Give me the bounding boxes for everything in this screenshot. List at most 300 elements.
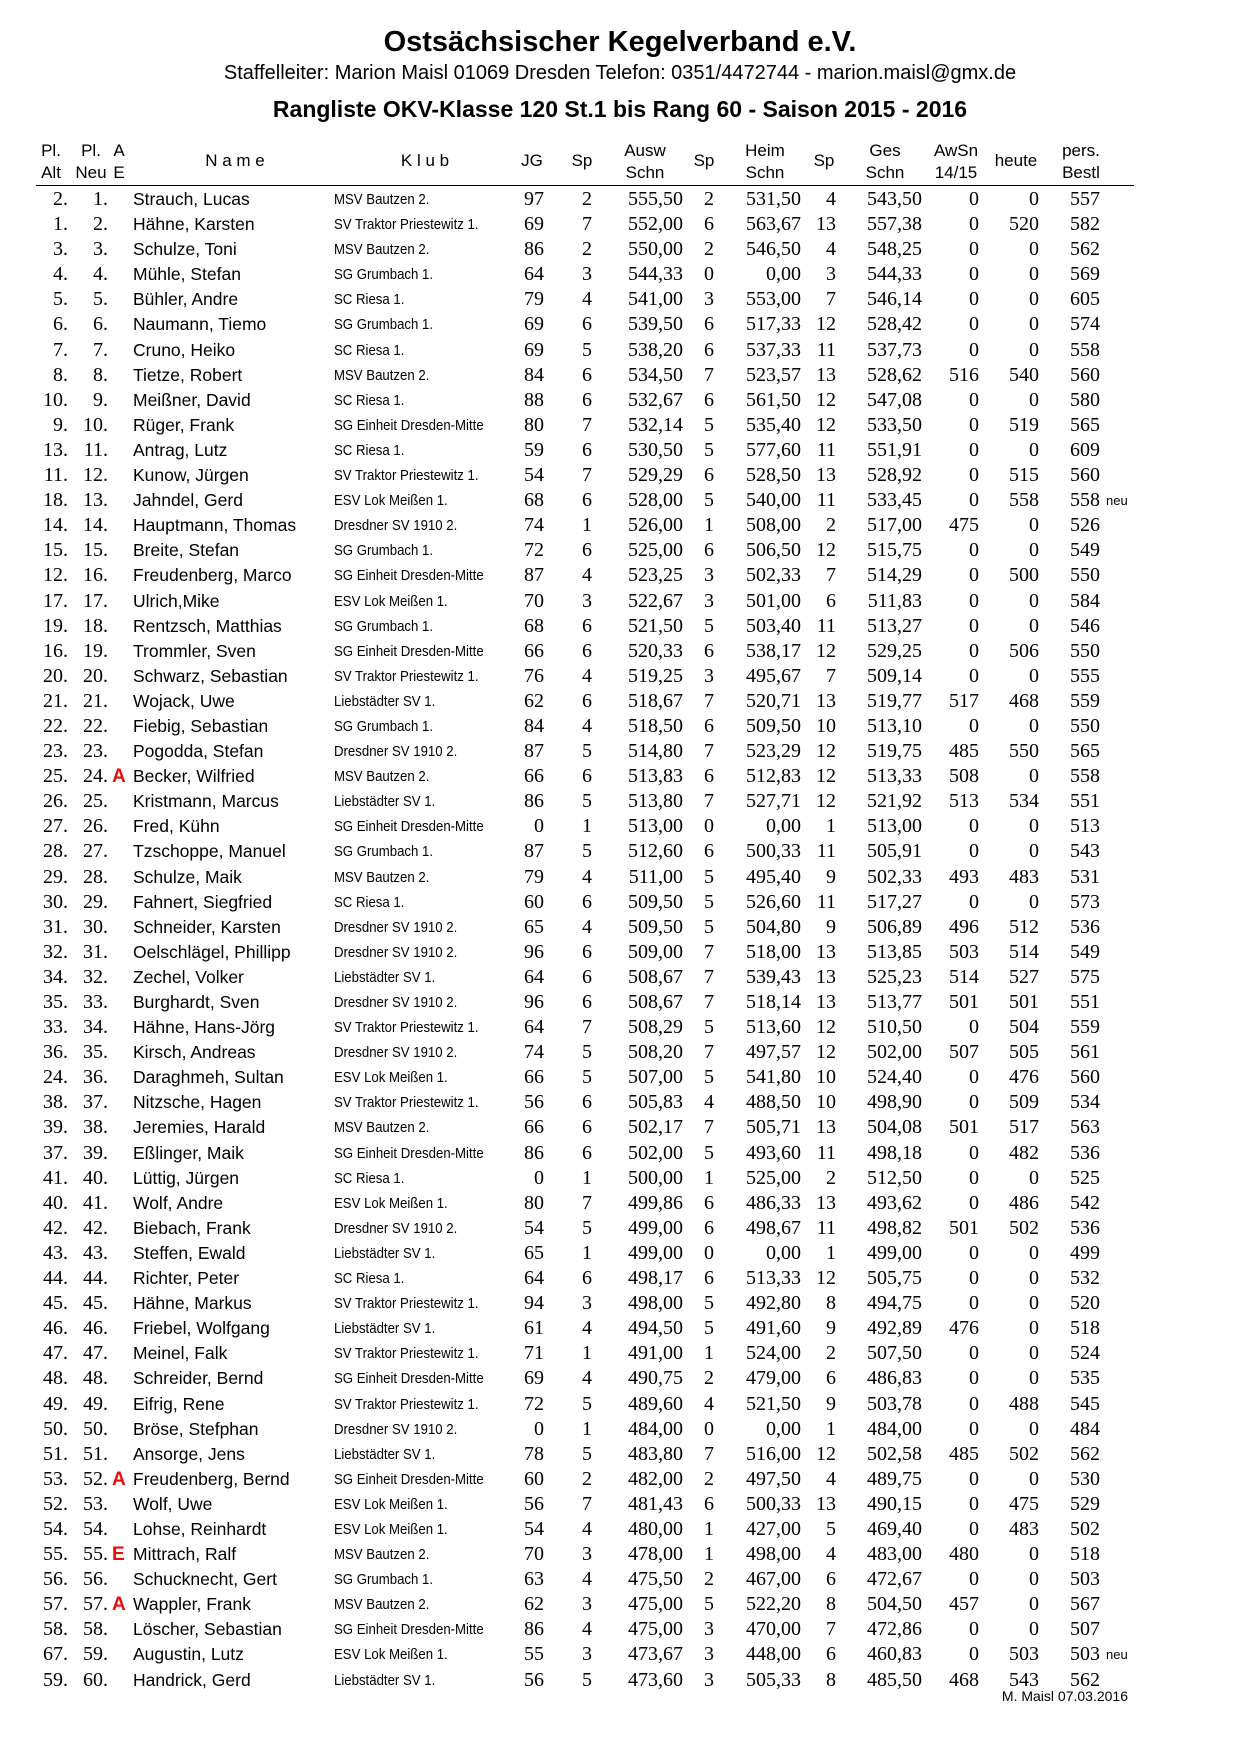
name-cell: Eßlinger, Maik	[133, 1142, 244, 1163]
awsn-cell: 508	[949, 765, 979, 788]
sp-heim-cell: 6	[704, 765, 714, 788]
table-row	[0, 1417, 1240, 1442]
sp-heim-cell: 6	[704, 840, 714, 863]
klub-cell: Dresdner SV 1910 2.	[334, 943, 458, 961]
name-cell: Wolf, Andre	[133, 1192, 224, 1213]
col-ausw-schn: Ausw Schn	[624, 141, 666, 182]
ges-schn-cell: 533,50	[867, 413, 922, 436]
sp-heim-cell: 5	[704, 865, 714, 888]
sp-heim-cell: 2	[704, 1367, 714, 1390]
sp-ausw-cell: 5	[582, 740, 592, 763]
ges-schn-cell: 502,33	[867, 865, 922, 888]
heim-schn-cell: 526,60	[746, 890, 801, 913]
sp-heim-cell: 5	[704, 915, 714, 938]
klub-cell: ESV Lok Meißen 1.	[334, 1520, 448, 1538]
pers-bestl-cell: 559	[1070, 1016, 1100, 1039]
awsn-cell: 480	[949, 1543, 979, 1566]
klub-cell: ESV Lok Meißen 1.	[334, 1495, 448, 1513]
heim-schn-cell: 518,14	[746, 991, 801, 1013]
name-cell: Richter, Peter	[133, 1268, 240, 1289]
heim-schn-cell: 546,50	[746, 238, 801, 261]
ausw-schn-cell: 508,67	[628, 965, 683, 988]
ausw-schn-cell: 499,86	[628, 1191, 683, 1214]
ausw-schn-cell: 508,20	[628, 1041, 683, 1064]
table-row	[0, 1642, 1240, 1667]
heim-schn-cell: 0,00	[766, 1417, 801, 1440]
jg-cell: 87	[524, 564, 544, 587]
name-cell: Löscher, Sebastian	[133, 1619, 282, 1640]
sp-ausw-cell: 3	[582, 1543, 592, 1566]
name-cell: Kunow, Jürgen	[133, 465, 249, 486]
heute-cell: 517	[1009, 1116, 1039, 1139]
ausw-schn-cell: 475,00	[628, 1593, 683, 1616]
sp-heim-cell: 1	[704, 1543, 714, 1566]
pl-neu-cell: 5.	[93, 288, 108, 311]
sp-ges-cell: 4	[826, 1467, 836, 1490]
sp-heim-cell: 6	[704, 313, 714, 336]
pl-alt-cell: 42.	[43, 1216, 68, 1239]
name-cell: Handrick, Gerd	[133, 1669, 251, 1690]
heute-cell: 519	[1009, 413, 1039, 436]
name-cell: Hähne, Hans-Jörg	[133, 1017, 276, 1038]
klub-cell: MSV Bautzen 2.	[334, 1119, 430, 1137]
pers-bestl-cell: 536	[1070, 1141, 1100, 1164]
ausw-schn-cell: 534,50	[628, 363, 683, 386]
pers-bestl-cell: 609	[1070, 438, 1100, 461]
heim-schn-cell: 513,60	[746, 1016, 801, 1039]
pl-alt-cell: 4.	[53, 263, 68, 286]
ges-schn-cell: 504,08	[867, 1116, 922, 1139]
ges-schn-cell: 489,75	[867, 1467, 922, 1490]
klub-cell: SC Riesa 1.	[334, 441, 405, 459]
heim-schn-cell: 497,57	[746, 1041, 801, 1064]
sp-heim-cell: 6	[704, 464, 714, 487]
name-cell: Schneider, Karsten	[133, 916, 281, 937]
jg-cell: 70	[524, 1543, 544, 1566]
heim-schn-cell: 539,43	[746, 965, 801, 988]
pl-neu-cell: 22.	[83, 714, 108, 737]
jg-cell: 66	[524, 1066, 544, 1089]
sp-heim-cell: 5	[704, 489, 714, 512]
table-row	[0, 538, 1240, 563]
pl-alt-cell: 47.	[43, 1342, 68, 1365]
klub-cell: SC Riesa 1.	[334, 291, 405, 309]
ausw-schn-cell: 555,50	[628, 188, 683, 210]
sp-heim-cell: 7	[704, 991, 714, 1013]
col-pers-bestl: pers. Bestl	[1062, 141, 1100, 182]
sp-ausw-cell: 7	[582, 413, 592, 436]
ausw-schn-cell: 498,00	[628, 1292, 683, 1315]
sp-ausw-cell: 6	[582, 1267, 592, 1290]
ausw-schn-cell: 494,50	[628, 1317, 683, 1340]
sp-heim-cell: 7	[704, 965, 714, 988]
awsn-cell: 0	[969, 1467, 979, 1490]
pers-bestl-cell: 562	[1070, 1442, 1100, 1465]
ausw-schn-cell: 480,00	[628, 1517, 683, 1540]
sp-heim-cell: 7	[704, 790, 714, 813]
pers-bestl-cell: 513	[1070, 815, 1100, 838]
sp-heim-cell: 6	[704, 714, 714, 737]
awsn-cell: 485	[949, 1442, 979, 1465]
sp-heim-cell: 3	[704, 664, 714, 687]
pl-alt-cell: 8.	[53, 363, 68, 386]
heim-schn-cell: 520,71	[746, 689, 801, 712]
col-awsn: AwSn 14/15	[933, 141, 979, 182]
jg-cell: 64	[524, 965, 544, 988]
pers-bestl-cell: 526	[1070, 514, 1100, 537]
pl-alt-cell: 11.	[43, 464, 68, 487]
name-cell: Freudenberg, Bernd	[133, 1468, 290, 1489]
awsn-cell: 0	[969, 263, 979, 286]
table-row	[0, 739, 1240, 764]
sp-ges-cell: 12	[816, 1442, 836, 1465]
sp-heim-cell: 6	[704, 1191, 714, 1214]
heute-cell: 512	[1009, 915, 1039, 938]
jg-cell: 74	[524, 514, 544, 537]
pers-bestl-cell: 580	[1070, 388, 1100, 411]
ausw-schn-cell: 511,00	[628, 865, 683, 888]
sp-heim-cell: 7	[704, 1442, 714, 1465]
pl-alt-cell: 51.	[43, 1442, 68, 1465]
sp-ausw-cell: 4	[582, 1317, 592, 1340]
jg-cell: 78	[524, 1442, 544, 1465]
heim-schn-cell: 506,50	[746, 539, 801, 562]
pers-bestl-cell: 530	[1070, 1467, 1100, 1490]
ausw-schn-cell: 518,50	[628, 714, 683, 737]
heim-schn-cell: 501,00	[746, 589, 801, 612]
klub-cell: Liebstädter SV 1.	[334, 1244, 436, 1262]
klub-cell: MSV Bautzen 2.	[334, 191, 430, 208]
heim-schn-cell: 495,67	[746, 664, 801, 687]
jg-cell: 94	[524, 1292, 544, 1315]
sp-heim-cell: 3	[704, 1668, 714, 1691]
ausw-schn-cell: 513,80	[628, 790, 683, 813]
jg-cell: 69	[524, 338, 544, 361]
jg-cell: 62	[524, 689, 544, 712]
heute-cell: 483	[1009, 1517, 1039, 1540]
heute-cell: 0	[1029, 1317, 1039, 1340]
sp-ausw-cell: 6	[582, 890, 592, 913]
ges-schn-cell: 472,86	[867, 1618, 922, 1641]
sp-ges-cell: 10	[816, 1066, 836, 1089]
jg-cell: 61	[524, 1317, 544, 1340]
jg-cell: 56	[524, 1668, 544, 1691]
ges-schn-cell: 513,27	[867, 614, 922, 637]
sp-ausw-cell: 2	[582, 238, 592, 261]
sp-ausw-cell: 7	[582, 1492, 592, 1515]
klub-cell: SG Grumbach 1.	[334, 316, 434, 334]
heim-schn-cell: 497,50	[746, 1467, 801, 1490]
awsn-cell: 0	[969, 1643, 979, 1666]
klub-cell: Dresdner SV 1910 2.	[334, 1420, 458, 1438]
sp-ges-cell: 12	[816, 740, 836, 763]
klub-cell: SG Einheit Dresden-Mitte	[334, 1370, 484, 1388]
sp-ges-cell: 6	[826, 1643, 836, 1666]
ges-schn-cell: 506,89	[867, 915, 922, 938]
heim-schn-cell: 537,33	[746, 338, 801, 361]
pl-neu-cell: 47.	[83, 1342, 108, 1365]
klub-cell: MSV Bautzen 2.	[334, 768, 430, 786]
heute-cell: 0	[1029, 1467, 1039, 1490]
pl-neu-cell: 42.	[83, 1216, 108, 1239]
name-cell: Hauptmann, Thomas	[133, 515, 297, 536]
pl-neu-cell: 53.	[83, 1492, 108, 1515]
awsn-cell: 501	[949, 1216, 979, 1239]
pers-bestl-cell: 532	[1070, 1267, 1100, 1290]
pl-neu-cell: 28.	[83, 865, 108, 888]
heute-cell: 0	[1029, 188, 1039, 210]
sp-ges-cell: 12	[816, 388, 836, 411]
jg-cell: 86	[524, 238, 544, 261]
sp-ausw-cell: 1	[582, 1241, 592, 1264]
neu-note-cell: neu	[1106, 493, 1128, 509]
table-row	[0, 1266, 1240, 1291]
pl-alt-cell: 33.	[43, 1016, 68, 1039]
pl-alt-cell: 52.	[43, 1492, 68, 1515]
col-klub: K l u b	[400, 151, 450, 170]
table-row	[0, 940, 1240, 965]
klub-cell: MSV Bautzen 2.	[334, 1546, 430, 1564]
heute-cell: 0	[1029, 1342, 1039, 1365]
col-sp-heim: Sp	[693, 151, 715, 170]
ges-schn-cell: 513,77	[867, 991, 922, 1013]
ausw-schn-cell: 505,83	[628, 1091, 683, 1114]
name-cell: Fred, Kühn	[133, 816, 220, 837]
col-sp-ges: Sp	[813, 151, 835, 170]
table-row	[0, 915, 1240, 940]
sp-heim-cell: 4	[704, 1392, 714, 1415]
table-row	[0, 262, 1240, 287]
heute-cell: 0	[1029, 338, 1039, 361]
pers-bestl-cell: 518	[1070, 1543, 1100, 1566]
name-cell: Burghardt, Sven	[133, 992, 260, 1012]
pl-neu-cell: 17.	[83, 589, 108, 612]
sp-ausw-cell: 4	[582, 664, 592, 687]
ges-schn-cell: 548,25	[867, 238, 922, 261]
table-row	[0, 312, 1240, 337]
name-cell: Rüger, Frank	[133, 414, 235, 435]
sp-heim-cell: 3	[704, 288, 714, 311]
table-row	[0, 1015, 1240, 1040]
heim-schn-cell: 525,00	[746, 1166, 801, 1189]
pers-bestl-cell: 555	[1070, 664, 1100, 687]
jg-cell: 70	[524, 589, 544, 612]
pers-bestl-cell: 558	[1070, 489, 1100, 512]
awsn-cell: 513	[949, 790, 979, 813]
jg-cell: 63	[524, 1568, 544, 1591]
heim-schn-cell: 538,17	[746, 639, 801, 662]
jg-cell: 69	[524, 213, 544, 236]
sp-ges-cell: 13	[816, 363, 836, 386]
heute-cell: 0	[1029, 288, 1039, 311]
jg-cell: 64	[524, 1267, 544, 1290]
ausw-schn-cell: 475,00	[628, 1618, 683, 1641]
sp-ges-cell: 7	[826, 664, 836, 687]
ausw-schn-cell: 522,67	[628, 589, 683, 612]
sp-heim-cell: 5	[704, 1593, 714, 1616]
awsn-cell: 0	[969, 639, 979, 662]
table-row	[0, 1241, 1240, 1266]
heute-cell: 558	[1009, 489, 1039, 512]
awsn-cell: 0	[969, 1066, 979, 1089]
ges-schn-cell: 505,91	[867, 840, 922, 863]
ges-schn-cell: 502,58	[867, 1442, 922, 1465]
sp-ges-cell: 12	[816, 765, 836, 788]
pers-bestl-cell: 534	[1070, 1091, 1100, 1114]
klub-cell: SG Grumbach 1.	[334, 617, 434, 635]
sp-ausw-cell: 2	[582, 188, 592, 210]
col-pl-alt: Pl. Alt	[41, 141, 61, 182]
pl-neu-cell: 25.	[83, 790, 108, 813]
sp-ausw-cell: 3	[582, 589, 592, 612]
klub-cell: SV Traktor Priestewitz 1.	[334, 216, 479, 234]
jg-cell: 86	[524, 790, 544, 813]
sp-ausw-cell: 2	[582, 1467, 592, 1490]
pl-alt-cell: 43.	[43, 1241, 68, 1264]
ges-schn-cell: 498,90	[867, 1091, 922, 1114]
neu-note-cell: neu	[1106, 1647, 1128, 1663]
pl-neu-cell: 39.	[83, 1141, 108, 1164]
sp-ausw-cell: 6	[582, 614, 592, 637]
pl-neu-cell: 51.	[83, 1442, 108, 1465]
ges-schn-cell: 524,40	[867, 1066, 922, 1089]
name-cell: Kristmann, Marcus	[133, 791, 279, 812]
pl-neu-cell: 14.	[83, 514, 108, 537]
pl-alt-cell: 30.	[43, 890, 68, 913]
heute-cell: 509	[1009, 1091, 1039, 1114]
sp-heim-cell: 3	[704, 589, 714, 612]
name-cell: Freudenberg, Marco	[133, 565, 292, 586]
awsn-cell: 468	[949, 1668, 979, 1691]
awsn-cell: 0	[969, 1417, 979, 1440]
heim-schn-cell: 563,67	[746, 213, 801, 236]
pl-neu-cell: 12.	[83, 464, 108, 487]
ae-flag-cell: A	[112, 1468, 126, 1490]
awsn-cell: 0	[969, 489, 979, 512]
pl-alt-cell: 40.	[43, 1191, 68, 1214]
heim-schn-cell: 491,60	[746, 1317, 801, 1340]
heim-schn-cell: 493,60	[746, 1141, 801, 1164]
heute-cell: 482	[1009, 1141, 1039, 1164]
heute-cell: 0	[1029, 1241, 1039, 1264]
sp-ausw-cell: 6	[582, 689, 592, 712]
ges-schn-cell: 512,50	[867, 1166, 922, 1189]
sp-ausw-cell: 1	[582, 815, 592, 838]
pl-neu-cell: 29.	[83, 890, 108, 913]
table-row	[0, 488, 1240, 513]
pl-neu-cell: 49.	[83, 1392, 108, 1415]
table-row	[0, 563, 1240, 588]
pers-bestl-cell: 557	[1070, 188, 1100, 210]
klub-cell: SV Traktor Priestewitz 1.	[334, 467, 479, 485]
pl-neu-cell: 6.	[93, 313, 108, 336]
heim-schn-cell: 540,00	[746, 489, 801, 512]
sp-heim-cell: 5	[704, 1317, 714, 1340]
awsn-cell: 485	[949, 740, 979, 763]
sp-ausw-cell: 5	[582, 1066, 592, 1089]
awsn-cell: 0	[969, 1091, 979, 1114]
heim-schn-cell: 561,50	[746, 388, 801, 411]
pers-bestl-cell: 560	[1070, 363, 1100, 386]
ausw-schn-cell: 508,67	[628, 991, 683, 1013]
jg-cell: 66	[524, 765, 544, 788]
sp-ausw-cell: 6	[582, 489, 592, 512]
sp-ges-cell: 9	[826, 865, 836, 888]
sp-ausw-cell: 6	[582, 363, 592, 386]
pl-alt-cell: 46.	[43, 1317, 68, 1340]
sp-ges-cell: 6	[826, 589, 836, 612]
heim-schn-cell: 0,00	[766, 1241, 801, 1264]
pl-alt-cell: 15.	[43, 539, 68, 562]
col-sp-ausw: Sp	[571, 151, 593, 170]
pl-neu-cell: 48.	[83, 1367, 108, 1390]
sp-ausw-cell: 5	[582, 790, 592, 813]
pl-neu-cell: 24.	[83, 765, 108, 788]
pl-neu-cell: 23.	[83, 740, 108, 763]
pl-alt-cell: 57.	[43, 1593, 68, 1616]
jg-cell: 68	[524, 489, 544, 512]
pers-bestl-cell: 565	[1070, 740, 1100, 763]
heim-schn-cell: 521,50	[746, 1392, 801, 1415]
sp-ausw-cell: 7	[582, 1191, 592, 1214]
jg-cell: 79	[524, 865, 544, 888]
pl-alt-cell: 67.	[43, 1643, 68, 1666]
ges-schn-cell: 511,83	[867, 589, 922, 612]
klub-cell: SV Traktor Priestewitz 1.	[334, 667, 479, 685]
sp-heim-cell: 1	[704, 1166, 714, 1189]
heute-cell: 0	[1029, 1267, 1039, 1290]
pl-neu-cell: 9.	[93, 388, 108, 411]
jg-cell: 86	[524, 1141, 544, 1164]
name-cell: Becker, Wilfried	[133, 766, 255, 787]
ausw-schn-cell: 519,25	[628, 664, 683, 687]
sp-ges-cell: 5	[826, 1517, 836, 1540]
awsn-cell: 0	[969, 1618, 979, 1641]
sp-ges-cell: 4	[826, 1543, 836, 1566]
sp-ausw-cell: 6	[582, 313, 592, 336]
sp-ges-cell: 11	[816, 338, 836, 361]
pers-bestl-cell: 559	[1070, 689, 1100, 712]
heute-cell: 502	[1009, 1442, 1039, 1465]
sp-ausw-cell: 6	[582, 940, 592, 963]
jg-cell: 88	[524, 388, 544, 411]
pl-alt-cell: 6.	[53, 313, 68, 336]
heute-cell: 0	[1029, 514, 1039, 537]
table-row	[0, 1542, 1240, 1567]
pers-bestl-cell: 536	[1070, 1216, 1100, 1239]
pl-alt-cell: 18.	[43, 489, 68, 512]
sp-ges-cell: 13	[816, 1492, 836, 1515]
sp-ges-cell: 2	[826, 1166, 836, 1189]
pers-bestl-cell: 565	[1070, 413, 1100, 436]
pl-alt-cell: 35.	[43, 991, 68, 1013]
heim-schn-cell: 486,33	[746, 1191, 801, 1214]
ausw-schn-cell: 500,00	[628, 1166, 683, 1189]
sp-ges-cell: 8	[826, 1292, 836, 1315]
klub-cell: SG Grumbach 1.	[334, 843, 434, 861]
awsn-cell: 0	[969, 1367, 979, 1390]
heim-schn-cell: 492,80	[746, 1292, 801, 1315]
klub-cell: SG Einheit Dresden-Mitte	[334, 416, 484, 434]
sp-ges-cell: 13	[816, 464, 836, 487]
sp-ges-cell: 4	[826, 238, 836, 261]
pl-alt-cell: 10.	[43, 388, 68, 411]
sp-ausw-cell: 6	[582, 388, 592, 411]
pl-neu-cell: 30.	[83, 915, 108, 938]
name-cell: Oelschlägel, Phillipp	[133, 941, 291, 962]
pl-alt-cell: 59.	[43, 1668, 68, 1691]
sp-heim-cell: 1	[704, 1517, 714, 1540]
